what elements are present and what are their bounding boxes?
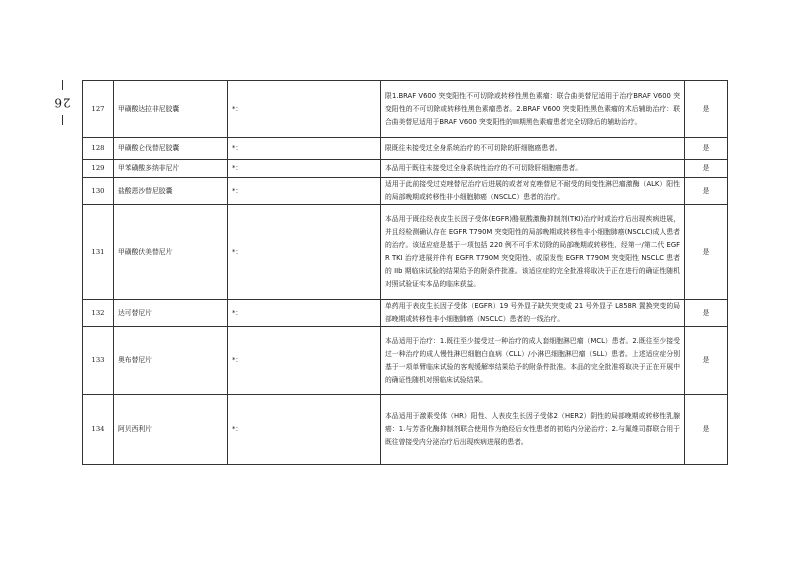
indication-scope: 本品适用于治疗：1.既往至少接受过一种治疗的成人套细胞淋巴瘤（MCL）患者。2.既往至少接受过一种治疗的成人慢性淋巴细胞白血病（CLL）/小淋巴细胞淋巴瘤（SLL）患者。上述适应症分别基于一项单臂临床试验的客观缓解率结果给予的附条件批准。本品的完全批准将取决于正在开展中的确证性随机对照临床试验结果。 [381, 327, 685, 395]
drug-name: 甲磺酸仑伐替尼胶囊 [114, 138, 228, 160]
page-number-dash-top [62, 80, 63, 90]
indication-scope: 本品用于既往未接受过全身系统性治疗的不可切除肝细胞癌患者。 [381, 160, 685, 178]
drug-remark: *： [228, 300, 381, 327]
drug-name: 奥布替尼片 [114, 327, 228, 395]
drug-name: 阿贝西利片 [114, 395, 228, 465]
indication-scope: 限1.BRAF V600 突变阳性不可切除或转移性黑色素瘤：联合曲美替尼适用于治疗BRAF V600 突变阳性的不可切除或转移性黑色素瘤患者。2.BRAF V600 突变阳性黑色素瘤的术后辅助治疗：联合曲美替尼适用于BRAF V600 突变阳性的III期黑色素瘤患者完全切除后的辅助治疗。 [381, 81, 685, 138]
row-number: 128 [83, 138, 114, 160]
table-row [83, 327, 728, 395]
drug-remark: *： [228, 205, 381, 300]
reimbursement-flag: 是 [685, 327, 728, 395]
indication-scope: 本品用于既往经表皮生长因子受体(EGFR)酪氨酸激酶抑制剂(TKI)治疗时或治疗后出现疾病进展，并且经检测确认存在 EGFR T790M 突变阳性的局部晚期或转移性非小细胞肺癌(NSCLC)成人患者的治疗。该适应症是基于一项包括 220 例不可手术切除的局部晚期或转移性、经第一/第二代 EGFR TKI 治疗进展并伴有 EGFR T790M 突变阳性、或原发性 EGFR T790M 突变阳性 NSCLC 患者的 IIb 期临床试验的结果给予的附条件批准。该适应症的完全批准将取决于正在进行的确证性随机对照试验证实本品的临床获益。 [381, 205, 685, 300]
drug-catalog-table [82, 80, 728, 465]
reimbursement-flag: 是 [685, 160, 728, 178]
table-row [83, 300, 728, 327]
reimbursement-flag: 是 [685, 178, 728, 205]
row-number: 127 [83, 81, 114, 138]
row-number: 133 [83, 327, 114, 395]
reimbursement-flag: 是 [685, 395, 728, 465]
table-row [83, 81, 728, 138]
table-row [83, 178, 728, 205]
table-row [83, 205, 728, 300]
row-number: 130 [83, 178, 114, 205]
drug-name: 甲磺酸达拉非尼胶囊 [114, 81, 228, 138]
drug-remark: *： [228, 81, 381, 138]
indication-scope: 限既往未接受过全身系统治疗的不可切除的肝细胞癌患者。 [381, 138, 685, 160]
page-number [52, 78, 72, 127]
drug-name: 达可替尼片 [114, 300, 228, 327]
row-number: 131 [83, 205, 114, 300]
drug-remark: *： [228, 178, 381, 205]
reimbursement-flag: 是 [685, 138, 728, 160]
table-row [83, 138, 728, 160]
indication-scope: 适用于此前接受过克唑替尼治疗后进展的或者对克唑替尼不耐受的间变性淋巴瘤激酶（ALK）阳性的局部晚期或转移性非小细胞肺癌（NSCLC）患者的治疗。 [381, 178, 685, 205]
row-number: 134 [83, 395, 114, 465]
reimbursement-flag: 是 [685, 205, 728, 300]
table-row [83, 395, 728, 465]
drug-name: 甲磺酸伏美替尼片 [114, 205, 228, 300]
row-number: 129 [83, 160, 114, 178]
drug-remark: *： [228, 138, 381, 160]
row-number: 132 [83, 300, 114, 327]
drug-remark: *： [228, 395, 381, 465]
drug-remark: *： [228, 327, 381, 395]
indication-scope: 单药用于表皮生长因子受体（EGFR）19 号外显子缺失突变或 21 号外显子 L858R 置换突变的局部晚期或转移性非小细胞肺癌（NSCLC）患者的一线治疗。 [381, 300, 685, 327]
drug-name: 盐酸恩沙替尼胶囊 [114, 178, 228, 205]
indication-scope: 本品适用于激素受体（HR）阳性、人表皮生长因子受体2（HER2）阴性的局部晚期或转移性乳腺癌：1.与芳香化酶抑制剂联合使用作为绝经后女性患者的初始内分泌治疗；2.与氟维司群联合用于既往曾接受内分泌治疗后出现疾病进展的患者。 [381, 395, 685, 465]
page-number-dash-bottom [62, 115, 63, 125]
table-row [83, 160, 728, 178]
drug-name: 甲苯磺酸多纳非尼片 [114, 160, 228, 178]
reimbursement-flag: 是 [685, 300, 728, 327]
reimbursement-flag: 是 [685, 81, 728, 138]
page-number-value: 26 [53, 95, 71, 110]
drug-remark: *： [228, 160, 381, 178]
